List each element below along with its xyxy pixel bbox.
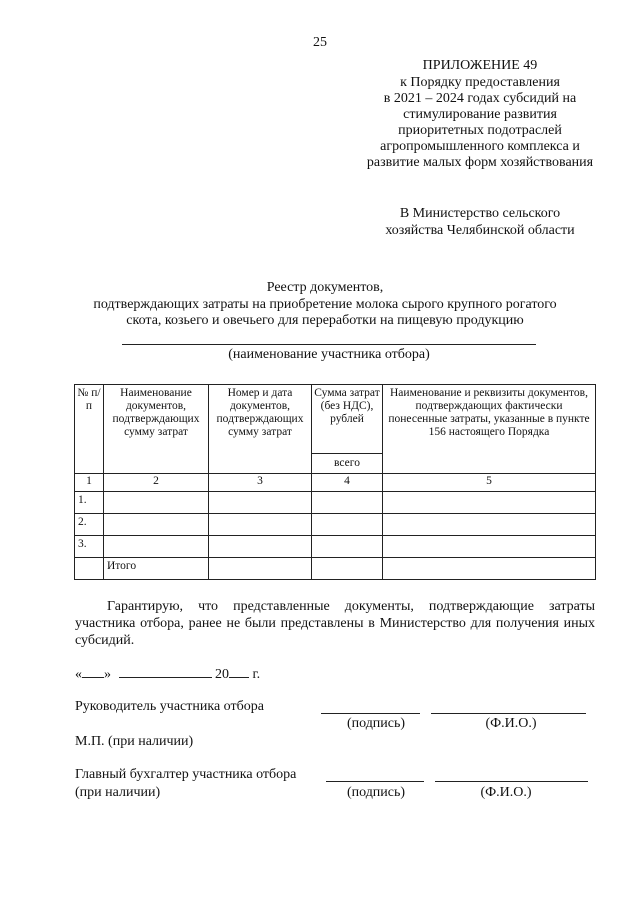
- table-cell[interactable]: [209, 558, 312, 580]
- participant-name-caption: (наименование участника отбора): [228, 347, 430, 362]
- date-year-prefix: 20: [215, 667, 229, 682]
- appendix-line: к Порядку предоставления: [400, 75, 560, 90]
- header-amount-total: всего: [312, 454, 383, 474]
- title-line: подтверждающих затраты на приобретение молока сырого крупного рогатого: [93, 296, 557, 312]
- row-number: 1.: [75, 492, 104, 514]
- column-number: 1: [75, 474, 104, 492]
- column-number: 4: [312, 474, 383, 492]
- table-cell[interactable]: [383, 558, 596, 580]
- accountant-name-caption: (Ф.И.О.): [480, 785, 532, 800]
- date-open-quote: «: [75, 667, 82, 682]
- accountant-signature-line[interactable]: [326, 781, 424, 782]
- date-close-quote: »: [104, 667, 111, 682]
- date-year-field[interactable]: [229, 665, 249, 678]
- table-cell: [75, 558, 104, 580]
- header-requisites: Наименование и реквизиты документов, подтверждающих фактически понесенные затраты, указанные в пункте 156 настоящего Порядка: [383, 385, 596, 474]
- addressee-line: хозяйства Челябинской области: [385, 223, 575, 238]
- column-number: 2: [104, 474, 209, 492]
- table-cell[interactable]: [209, 536, 312, 558]
- addressee-line: В Министерство сельского: [399, 206, 561, 221]
- table-cell[interactable]: [383, 536, 596, 558]
- table-cell[interactable]: [209, 514, 312, 536]
- header-doc-name: Наименование документов, подтверждающих сумму затрат: [104, 385, 209, 474]
- table-row: [75, 536, 596, 558]
- table-cell[interactable]: [209, 492, 312, 514]
- date-day-field[interactable]: [82, 665, 104, 678]
- table-row: [75, 514, 596, 536]
- table-cell[interactable]: [104, 492, 209, 514]
- stamp-label: М.П. (при наличии): [75, 734, 194, 749]
- addressee: [330, 205, 630, 239]
- guarantee-statement: [75, 598, 595, 649]
- header-amount: Сумма затрат (без НДС), рублей: [312, 385, 383, 454]
- column-number: 5: [383, 474, 596, 492]
- guarantee-text: Гарантирую, что представленные документы, подтверждающие затраты участника отбора, ранее не были представлены в Министерство для получения иных субсидий.: [75, 599, 595, 648]
- table-cell[interactable]: [104, 536, 209, 558]
- appendix-line: в 2021 – 2024 годах субсидий на: [383, 91, 577, 106]
- table-numbering-row: [75, 474, 596, 492]
- table-total-row: [75, 558, 596, 580]
- row-number: 3.: [75, 536, 104, 558]
- column-number: 3: [209, 474, 312, 492]
- document-title: [60, 280, 590, 330]
- table-cell[interactable]: [312, 514, 383, 536]
- appendix-line: стимулирование развития: [403, 107, 557, 122]
- table-row: [75, 492, 596, 514]
- head-signature-line[interactable]: [321, 713, 420, 714]
- appendix-line: агропромышленного комплекса и: [380, 139, 580, 154]
- table-cell[interactable]: [312, 536, 383, 558]
- accountant-label-note: (при наличии): [75, 785, 161, 800]
- head-name-caption: (Ф.И.О.): [485, 716, 537, 731]
- page-number: 25: [313, 35, 327, 50]
- date-line: [75, 665, 260, 683]
- header-num: № п/п: [75, 385, 104, 474]
- table-header-row: [75, 385, 596, 454]
- table-cell[interactable]: [312, 492, 383, 514]
- head-signature-caption: (подпись): [346, 716, 406, 731]
- header-doc-number-date: Номер и дата документов, подтверждающих сумму затрат: [209, 385, 312, 474]
- accountant-name-line[interactable]: [435, 781, 588, 782]
- accountant-label: Главный бухгалтер участника отбора: [75, 767, 297, 782]
- title-line: скота, козьего и овечьего для переработки на пищевую продукцию: [126, 313, 524, 328]
- accountant-signature-caption: (подпись): [346, 785, 406, 800]
- title-line: Реестр документов,: [266, 280, 384, 295]
- participant-name-line[interactable]: [122, 344, 536, 345]
- date-year-suffix: г.: [252, 667, 261, 682]
- head-name-line[interactable]: [431, 713, 586, 714]
- row-number: 2.: [75, 514, 104, 536]
- table-cell[interactable]: [383, 492, 596, 514]
- appendix-heading: ПРИЛОЖЕНИЕ 49: [422, 58, 538, 73]
- table-cell[interactable]: [312, 558, 383, 580]
- appendix-line: приоритетных подотраслей: [398, 123, 562, 138]
- head-label: Руководитель участника отбора: [75, 699, 264, 714]
- total-label: Итого: [104, 558, 209, 580]
- appendix-line: развитие малых форм хозяйствования: [366, 155, 594, 170]
- appendix-header: [330, 58, 630, 171]
- table-cell[interactable]: [104, 514, 209, 536]
- date-month-field[interactable]: [119, 665, 212, 678]
- registry-table: [74, 384, 596, 580]
- table-cell[interactable]: [383, 514, 596, 536]
